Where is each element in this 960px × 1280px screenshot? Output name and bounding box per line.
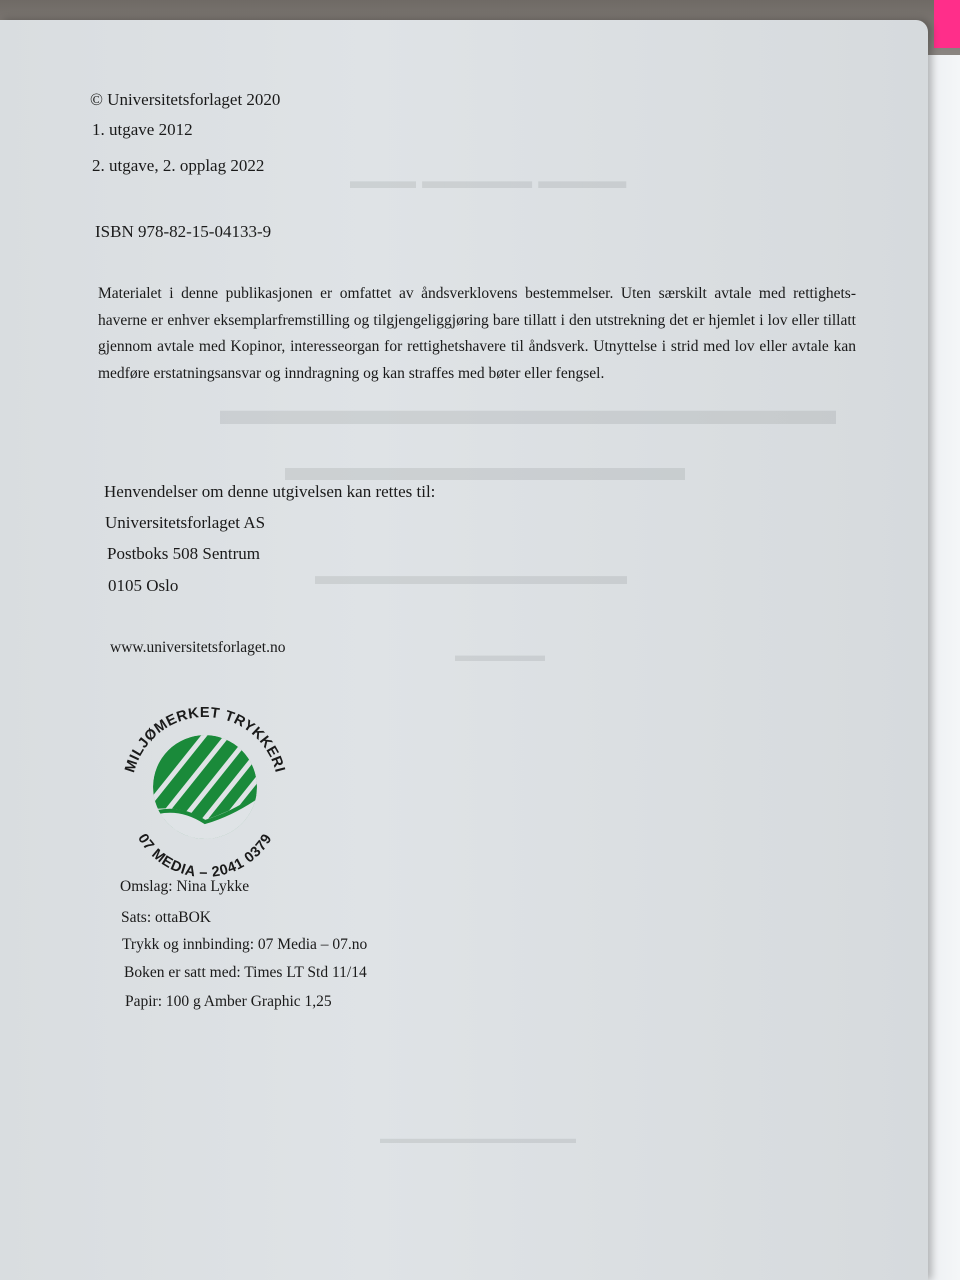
bookmark-tab xyxy=(934,0,960,48)
isbn: ISBN 978-82-15-04133-9 xyxy=(95,222,272,241)
copyright-line: © Universitetsforlaget 2020 xyxy=(90,90,281,109)
credit-cover: Omslag: Nina Lykke xyxy=(120,878,250,895)
credit-printing: Trykk og innbinding: 07 Media – 07.no xyxy=(122,936,368,953)
credit-typesetting: Sats: ottaBOK xyxy=(121,909,211,926)
contact-address: Postboks 508 Sentrum xyxy=(107,544,261,563)
credit-paper: Papir: 100 g Amber Graphic 1,25 xyxy=(125,993,332,1010)
rights-notice: Materialet i denne publikasjonen er omfattet av åndsverklovens bestemmelser. Uten særskilt avtale med rettighets-haverne er enhver eksemplarfremstilling og tilgjengeliggjøring bare tillatt i den utstrekning det er hjemlet i lov eller tillatt gjennom avtale med Kopinor, interesseorgan for rettighetshavere til åndsverk. Utnyttelse i strid med lov eller avtale kan medføre erstatningsansvar og inndragning og kan straffes med bøter eller fengsel. xyxy=(98,285,856,382)
contact-postal: 0105 Oslo xyxy=(108,576,179,595)
show-through-subtitle: ▬▬▬▬▬▬▬▬▬▬▬▬ xyxy=(315,560,627,590)
contact-name: Universitetsforlaget AS xyxy=(105,513,266,532)
second-edition-line: 2. utgave, 2. opplag 2022 xyxy=(92,156,265,175)
first-edition-line: 1. utgave 2012 xyxy=(92,120,193,139)
website-link: www.universitetsforlaget.no xyxy=(110,639,286,656)
show-through-edition: ▬▬▬▬▬ xyxy=(455,645,545,665)
svg-text:07 MEDIA – 2041 0379: 07 MEDIA – 2041 0379 xyxy=(134,831,276,882)
contact-intro: Henvendelser om denne utgivelsen kan rettes til: xyxy=(104,482,436,501)
svg-text:MILJØMERKET TRYKKERI: MILJØMERKET TRYKKERI xyxy=(122,704,288,775)
show-through-isbn: ▬▬▬▬▬▬▬▬▬▬▬▬▬▬ xyxy=(380,1130,576,1146)
show-through-title: ▬▬▬▬▬▬▬▬▬▬▬▬▬▬ xyxy=(220,385,836,434)
show-through-title: ▬▬▬▬▬▬▬▬▬▬ xyxy=(285,445,685,489)
nordic-swan-ecolabel-logo xyxy=(110,692,300,882)
book-page xyxy=(0,20,928,1280)
credit-typeface: Boken er satt med: Times LT Std 11/14 xyxy=(124,964,367,981)
show-through-text: ▬▬▬▬ ▬▬▬▬▬ ▬▬▬ xyxy=(350,168,627,193)
